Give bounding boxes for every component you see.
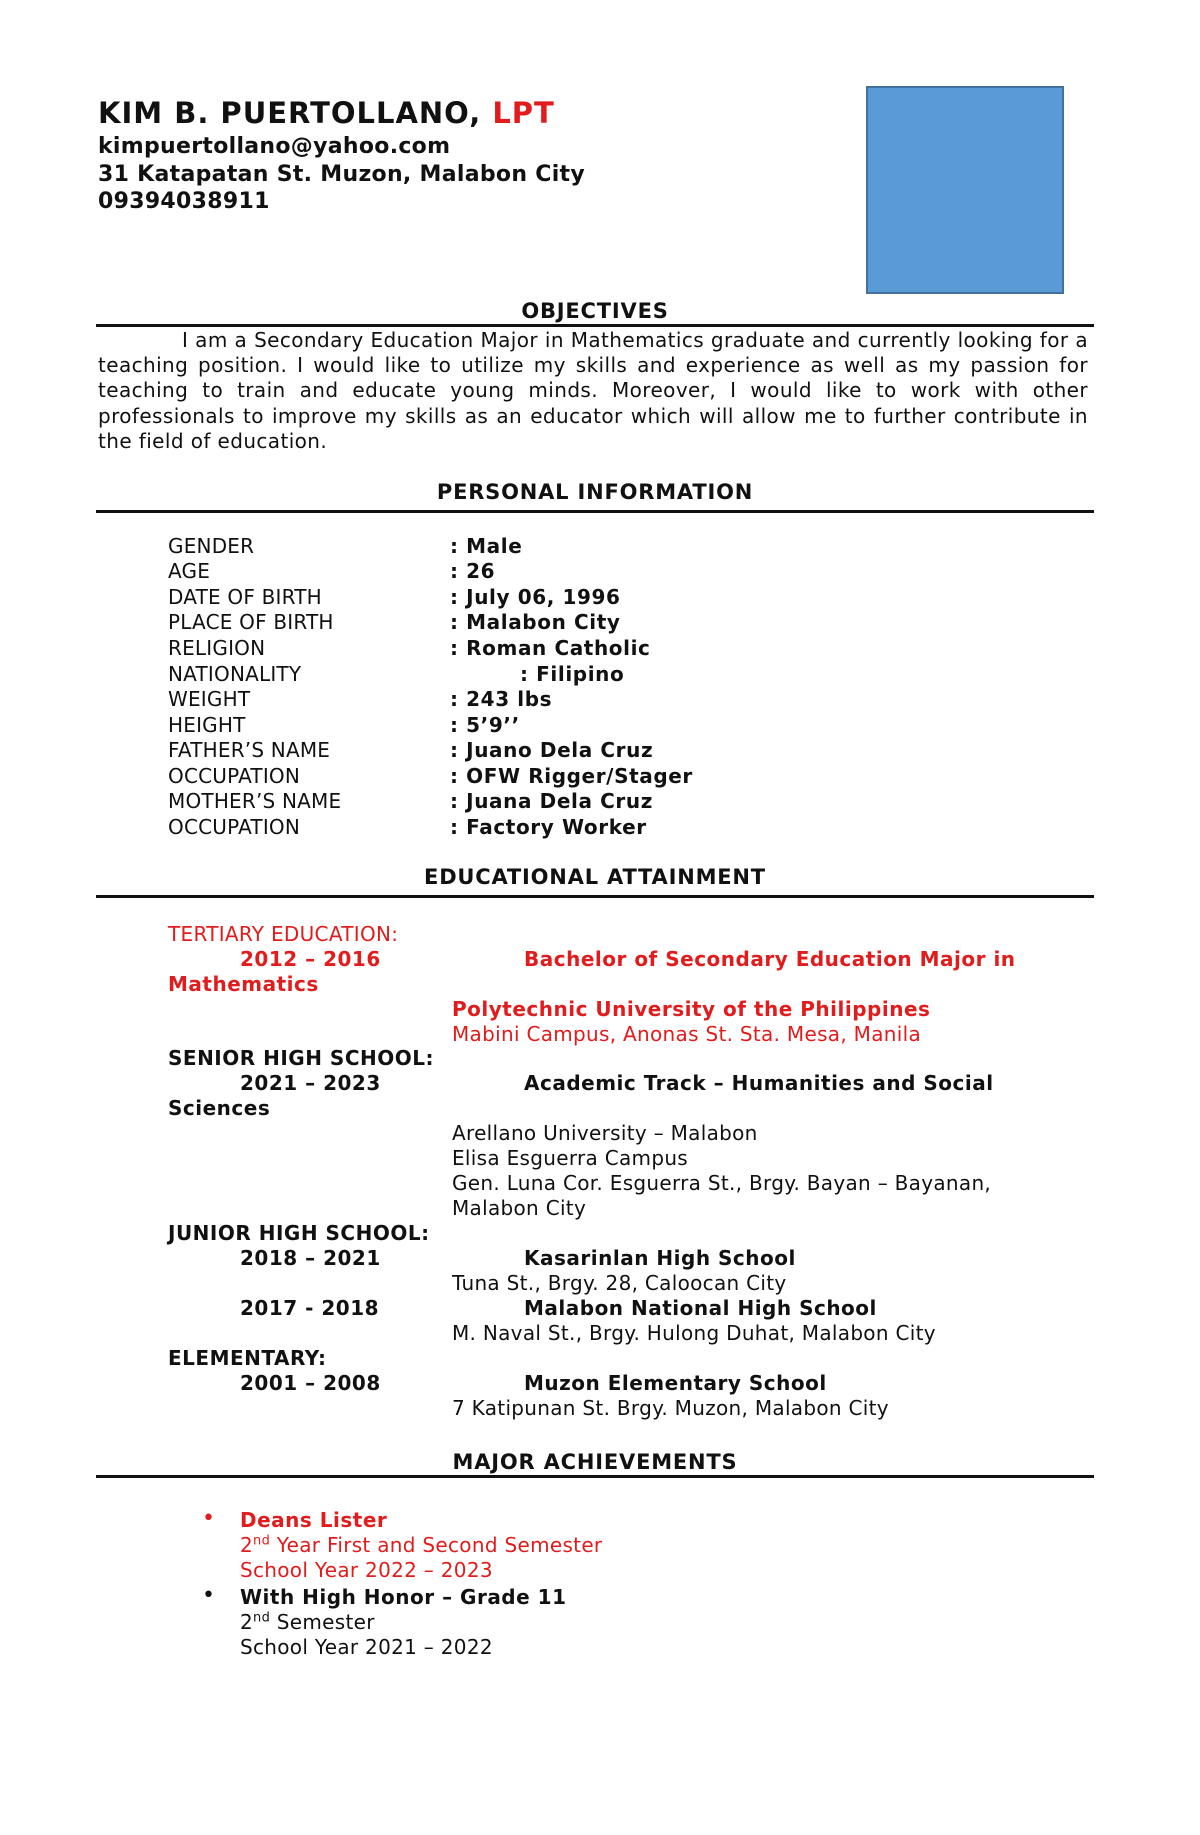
tertiary-degree: Bachelor of Secondary Education Major in (524, 947, 1016, 971)
info-value: : Roman Catholic (450, 636, 651, 660)
detail-text: Year First and Second Semester (270, 1533, 603, 1557)
objectives-heading: OBJECTIVES (521, 299, 669, 323)
info-value: : Filipino (520, 662, 625, 686)
bullet-icon: • (202, 1506, 215, 1531)
senior-high-track-cont: Sciences (168, 1096, 271, 1120)
info-label: HEIGHT (168, 713, 246, 737)
info-value: : Malabon City (450, 610, 621, 634)
section-rule (96, 895, 1094, 898)
tertiary-years: 2012 – 2016 (240, 947, 381, 971)
achievement-detail (240, 1533, 602, 1557)
license-suffix: LPT (492, 96, 555, 130)
achievement-detail (240, 1610, 375, 1634)
info-value: : Male (450, 534, 523, 558)
info-label: GENDER (168, 534, 255, 558)
elementary-label: ELEMENTARY: (168, 1346, 327, 1370)
senior-high-address: Gen. Luna Cor. Esguerra St., Brgy. Bayan – Bayanan, (452, 1171, 992, 1195)
senior-high-campus: Elisa Esguerra Campus (452, 1146, 689, 1170)
info-value: : 26 (450, 559, 496, 583)
info-label: DATE OF BIRTH (168, 585, 322, 609)
applicant-name (98, 96, 555, 130)
junior-high-school: Kasarinlan High School (524, 1246, 796, 1270)
info-label: MOTHER’S NAME (168, 789, 342, 813)
ordinal-suffix: nd (253, 1533, 271, 1549)
education-heading: EDUCATIONAL ATTAINMENT (424, 865, 766, 889)
tertiary-school: Polytechnic University of the Philippines (452, 997, 931, 1021)
info-value: : 5’9’’ (450, 713, 520, 737)
objectives-body: I am a Secondary Education Major in Mathematics graduate and currently looking for a teaching position. I would like to utilize my skills and experience as well as my passion for teaching to train and educate young minds. Moreover, I would like to work with other professionals to improve my skills as an educator which will allow me to further contribute in the field of education. (98, 328, 1088, 453)
objectives-text (98, 328, 1088, 454)
tertiary-label: TERTIARY EDUCATION: (168, 922, 399, 946)
photo-placeholder (866, 86, 1064, 294)
achievements-heading: MAJOR ACHIEVEMENTS (452, 1450, 738, 1474)
bullet-icon: • (202, 1583, 215, 1608)
elementary-address: 7 Katipunan St. Brgy. Muzon, Malabon City (452, 1396, 889, 1420)
personal-info-heading: PERSONAL INFORMATION (436, 480, 754, 504)
email: kimpuertollano@yahoo.com (98, 134, 451, 159)
tertiary-degree-cont: Mathematics (168, 972, 319, 996)
junior-high-years: 2018 – 2021 (240, 1246, 381, 1270)
phone: 09394038911 (98, 189, 270, 214)
achievement-title: With High Honor – Grade 11 (240, 1585, 567, 1609)
junior-high-address: M. Naval St., Brgy. Hulong Duhat, Malabon City (452, 1321, 936, 1345)
achievement-school-year: School Year 2022 – 2023 (240, 1558, 493, 1582)
info-label: FATHER’S NAME (168, 738, 331, 762)
info-label: OCCUPATION (168, 764, 301, 788)
info-label: WEIGHT (168, 687, 251, 711)
detail-text: Semester (270, 1610, 375, 1634)
info-value: : 243 lbs (450, 687, 553, 711)
senior-high-school: Arellano University – Malabon (452, 1121, 758, 1145)
info-label: AGE (168, 559, 211, 583)
ordinal-number: 2 (240, 1533, 254, 1557)
tertiary-address: Mabini Campus, Anonas St. Sta. Mesa, Manila (452, 1022, 922, 1046)
senior-high-label: SENIOR HIGH SCHOOL: (168, 1046, 434, 1070)
info-label: NATIONALITY (168, 662, 302, 686)
info-value: : Juana Dela Cruz (450, 789, 653, 813)
junior-high-years: 2017 - 2018 (240, 1296, 380, 1320)
achievement-school-year: School Year 2021 – 2022 (240, 1635, 493, 1659)
section-rule (96, 510, 1094, 513)
info-label: OCCUPATION (168, 815, 301, 839)
info-value: : OFW Rigger/Stager (450, 764, 693, 788)
ordinal-number: 2 (240, 1610, 254, 1634)
info-value: : Factory Worker (450, 815, 647, 839)
senior-high-address-cont: Malabon City (452, 1196, 587, 1220)
section-rule (96, 324, 1094, 327)
junior-high-address: Tuna St., Brgy. 28, Caloocan City (452, 1271, 787, 1295)
ordinal-suffix: nd (253, 1610, 271, 1626)
info-value: : Juano Dela Cruz (450, 738, 654, 762)
senior-high-years: 2021 – 2023 (240, 1071, 381, 1095)
section-rule (96, 1475, 1094, 1478)
junior-high-label: JUNIOR HIGH SCHOOL: (168, 1221, 430, 1245)
elementary-school: Muzon Elementary School (524, 1371, 827, 1395)
name-text: KIM B. PUERTOLLANO, (98, 96, 482, 130)
info-label: RELIGION (168, 636, 266, 660)
info-value: : July 06, 1996 (450, 585, 621, 609)
elementary-years: 2001 – 2008 (240, 1371, 381, 1395)
junior-high-school: Malabon National High School (524, 1296, 877, 1320)
address: 31 Katapatan St. Muzon, Malabon City (98, 162, 585, 187)
achievement-title: Deans Lister (240, 1508, 388, 1532)
senior-high-track: Academic Track – Humanities and Social (524, 1071, 994, 1095)
info-label: PLACE OF BIRTH (168, 610, 334, 634)
